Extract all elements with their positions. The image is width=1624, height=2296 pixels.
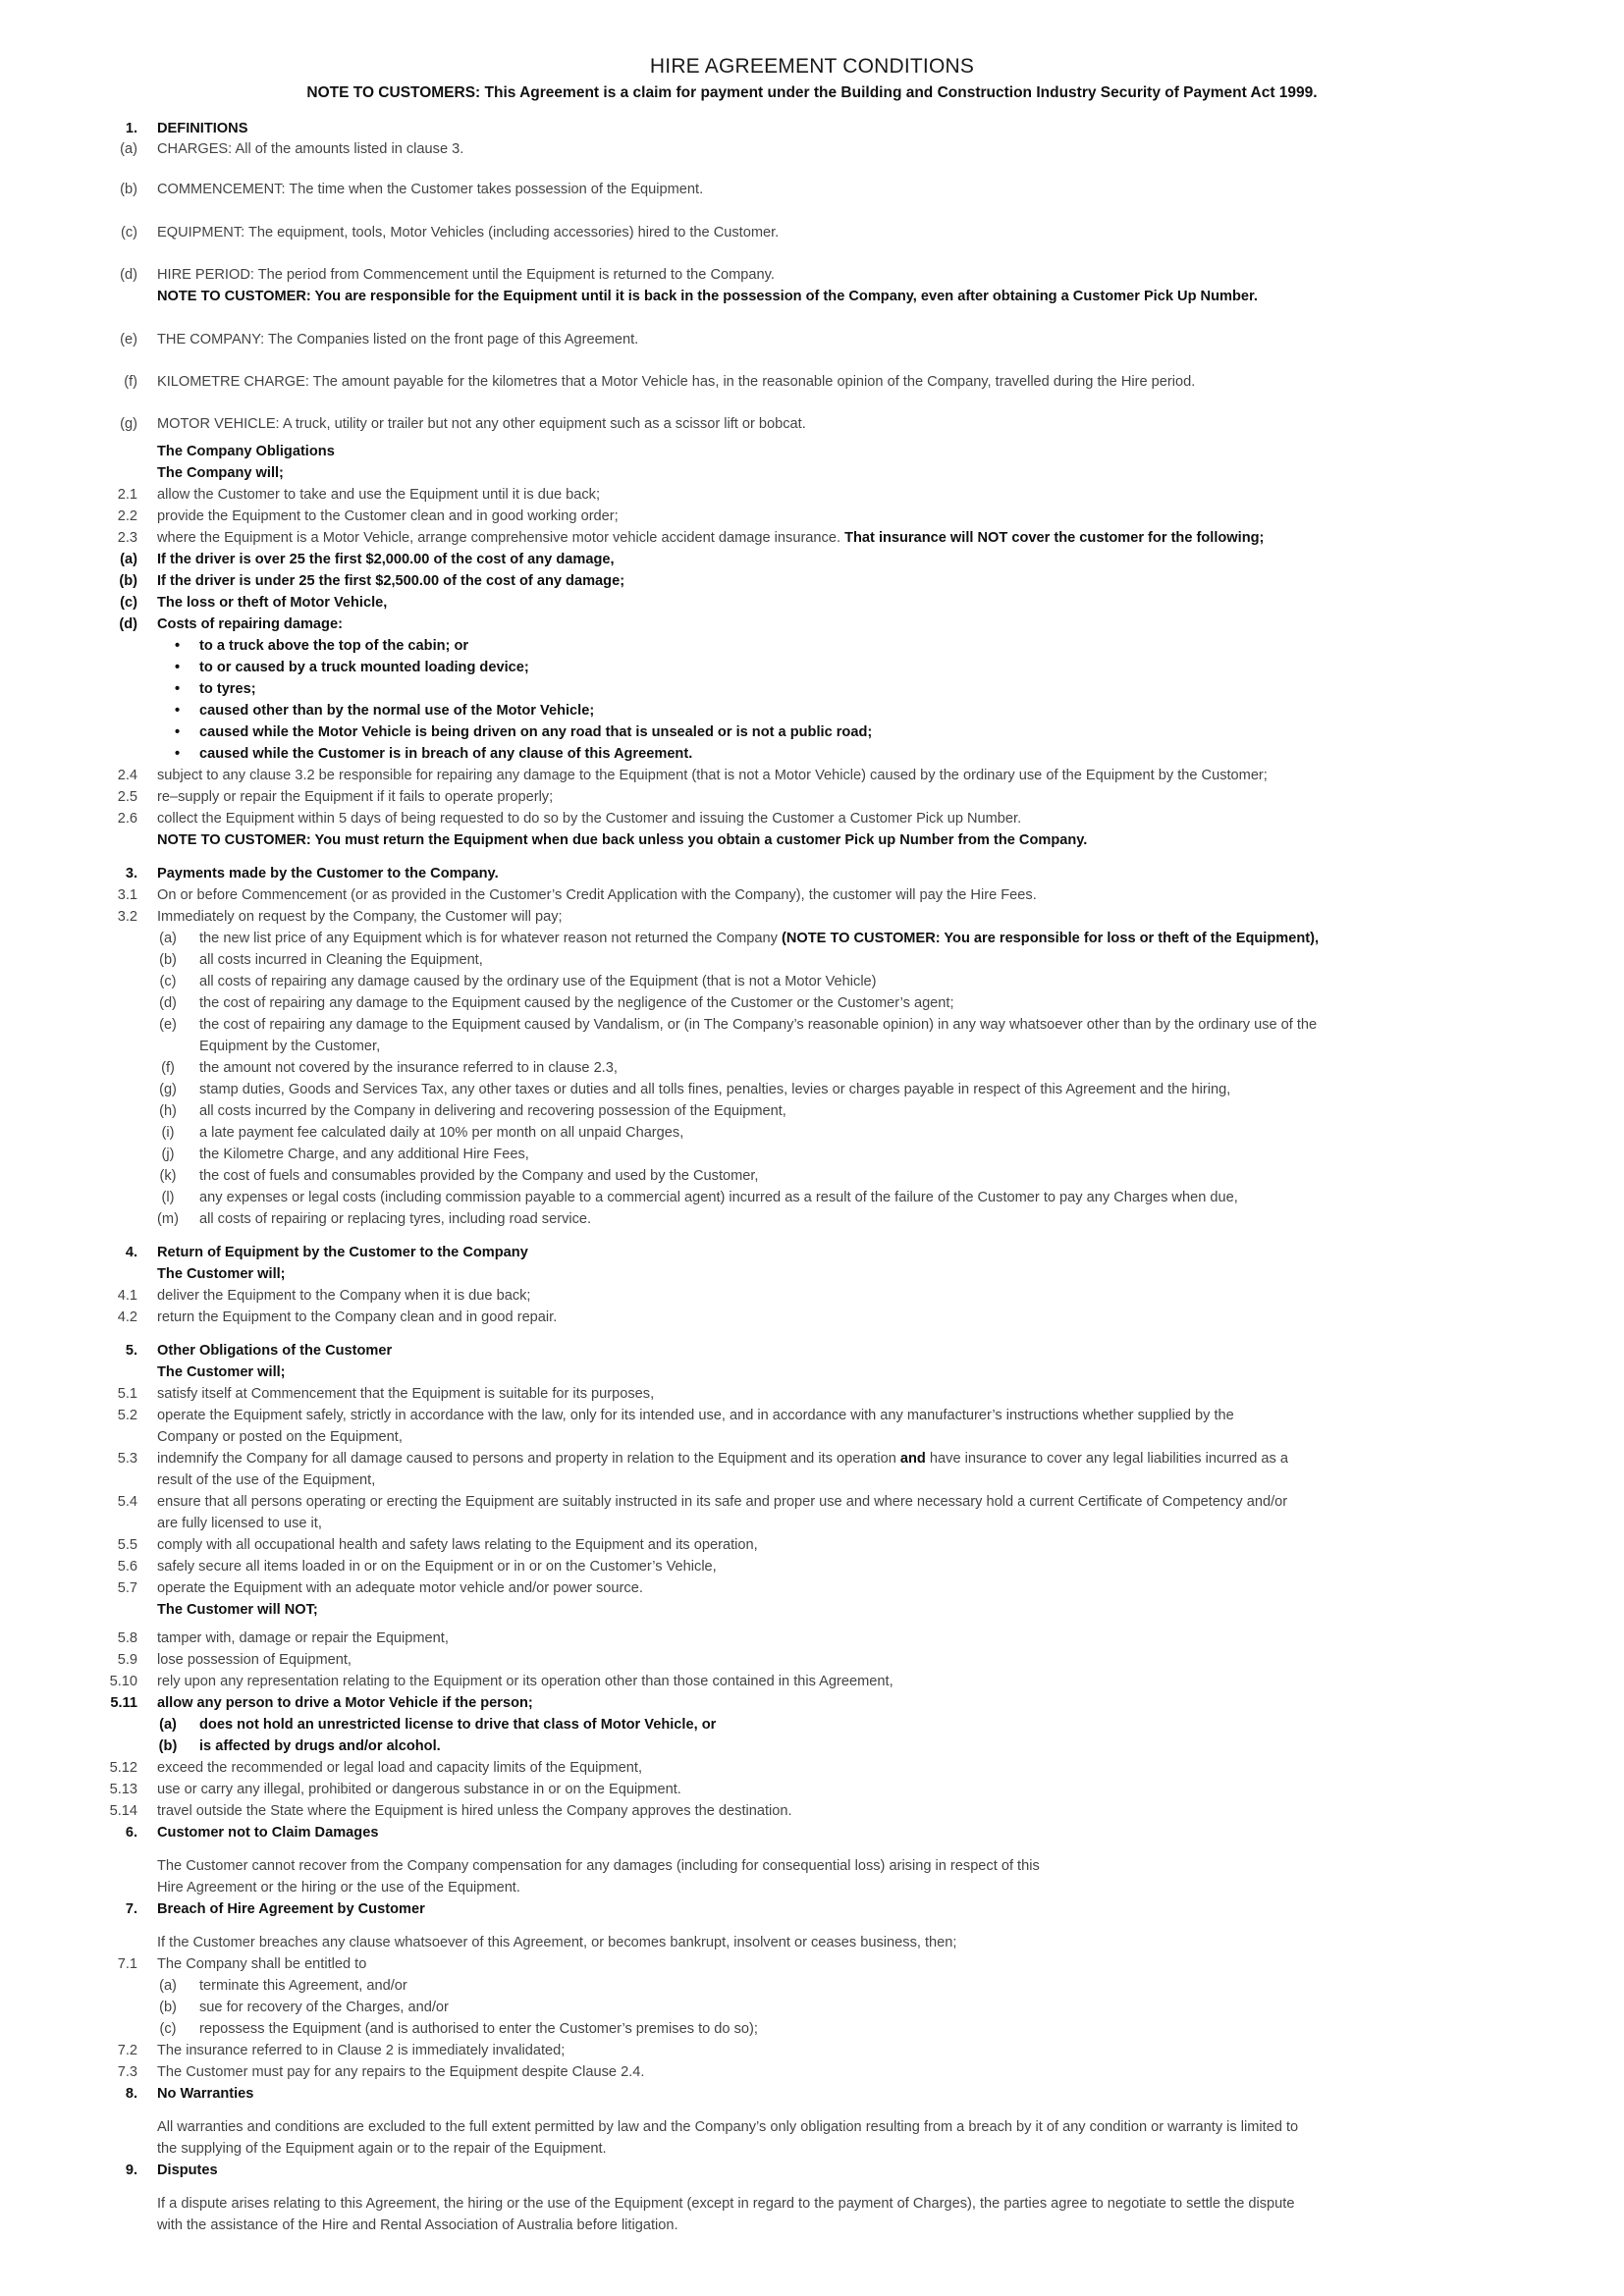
bullet-text: caused while the Customer is in breach of any clause of this Agreement. (199, 746, 693, 762)
clause-number: (g) (120, 416, 137, 432)
clause-heading: Payments made by the Customer to the Company. (157, 866, 499, 881)
clause-number: (f) (124, 374, 137, 390)
subclause-text: all costs of repairing or replacing tyres, including road service. (199, 1211, 592, 1227)
clause-text: KILOMETRE CHARGE: The amount payable for the kilometres that a Motor Vehicle has, in the reasonable opinion of the Company, travelled during the Hire period. (157, 374, 1196, 390)
subclause-number: (a) (159, 931, 177, 946)
clause-text: return the Equipment to the Company clean and in good repair. (157, 1309, 558, 1325)
subclause-number: (a) (159, 1978, 177, 1994)
clause-text: the supplying of the Equipment again or to the repair of the Equipment. (157, 2141, 607, 2157)
clause-text-bold: Costs of repairing damage: (157, 616, 343, 632)
clause-number: 5.7 (117, 1580, 137, 1596)
clause-number: (a) (120, 141, 137, 157)
clause-heading: Return of Equipment by the Customer to the Company (157, 1245, 528, 1260)
clause-number: 3.1 (117, 887, 137, 903)
subclause-text: the amount not covered by the insurance referred to in clause 2.3, (199, 1060, 618, 1076)
clause-number: 5.13 (109, 1782, 137, 1797)
clause-heading: Customer not to Claim Damages (157, 1825, 379, 1841)
clause-number: 7.3 (117, 2064, 137, 2080)
subclause-number: (h) (159, 1103, 177, 1119)
clause-number: (c) (120, 595, 137, 611)
clause-text: allow the Customer to take and use the Equipment until it is due back; (157, 487, 601, 503)
clause-text: comply with all occupational health and safety laws relating to the Equipment and its operation, (157, 1537, 758, 1553)
clause-number: 9. (125, 2163, 137, 2178)
bullet-text: caused while the Motor Vehicle is being driven on any road that is unsealed or is not a public road; (199, 724, 873, 740)
clause-number: 7.1 (117, 1956, 137, 1972)
subclause-text-bold: does not hold an unrestricted license to drive that class of Motor Vehicle, or (199, 1717, 717, 1733)
clause-heading: Breach of Hire Agreement by Customer (157, 1901, 425, 1917)
clause-text: EQUIPMENT: The equipment, tools, Motor Vehicles (including accessories) hired to the Customer. (157, 225, 780, 240)
clause-heading: Disputes (157, 2163, 218, 2178)
clause-number: (b) (119, 573, 137, 589)
clause-text: tamper with, damage or repair the Equipment, (157, 1630, 449, 1646)
clause-number: 2.4 (117, 768, 137, 783)
bullet-icon: • (175, 703, 181, 719)
document-subtitle: NOTE TO CUSTOMERS: This Agreement is a claim for payment under the Building and Construction Industry Security of Payment Act 1999. (306, 84, 1318, 101)
subclause-text: a late payment fee calculated daily at 10% per month on all unpaid Charges, (199, 1125, 684, 1141)
clause-text: operate the Equipment safely, strictly in accordance with the law, only for its intended use, and in accordance with any manufacturer’s instructions whether supplied by the (157, 1408, 1234, 1423)
clause-number: 5.5 (117, 1537, 137, 1553)
clause-number: 7. (125, 1901, 137, 1917)
clause-text: indemnify the Company for all damage caused to persons and property in relation to the Equipment and its operation (157, 1451, 900, 1467)
clause-text: with the assistance of the Hire and Rental Association of Australia before litigation. (157, 2217, 678, 2233)
clause-number: 5.8 (117, 1630, 137, 1646)
subclause-text: the Kilometre Charge, and any additional Hire Fees, (199, 1147, 529, 1162)
subclause-number: (a) (159, 1717, 177, 1733)
clause-number: 4.2 (117, 1309, 137, 1325)
bullet-text: to tyres; (199, 681, 256, 697)
clause-text: are fully licensed to use it, (157, 1516, 322, 1531)
clause-text: All warranties and conditions are excluded to the full extent permitted by law and the Company’s only obligation resulting from a breach by it of any condition or warranty is limited to (157, 2119, 1299, 2135)
subclause-number: (g) (159, 1082, 177, 1097)
subclause-text: the cost of fuels and consumables provided by the Company and used by the Customer, (199, 1168, 759, 1184)
clause-number: 2.5 (117, 789, 137, 805)
subclause-text-bold: is affected by drugs and/or alcohol. (199, 1738, 441, 1754)
clause-number: 2.6 (117, 811, 137, 827)
clause-number: (d) (120, 267, 137, 283)
clause-text: Immediately on request by the Company, the Customer will pay; (157, 909, 563, 925)
subclause-text: sue for recovery of the Charges, and/or (199, 2000, 449, 2015)
clause-text: Hire Agreement or the hiring or the use of the Equipment. (157, 1880, 520, 1896)
subclause-number: (d) (159, 995, 177, 1011)
clause-text-bold: allow any person to drive a Motor Vehicle if the person; (157, 1695, 533, 1711)
clause-text: result of the use of the Equipment, (157, 1472, 376, 1488)
subclause-text: Equipment by the Customer, (199, 1039, 381, 1054)
clause-text: ensure that all persons operating or erecting the Equipment are suitably instructed in its safe and proper use and where necessary hold a current Certificate of Competency and/or (157, 1494, 1288, 1510)
clause-text: MOTOR VEHICLE: A truck, utility or trailer but not any other equipment such as a scissor lift or bobcat. (157, 416, 806, 432)
clause-number: 7.2 (117, 2043, 137, 2058)
clause-number: (d) (119, 616, 137, 632)
subclause-number: (k) (159, 1168, 177, 1184)
subclause-text: stamp duties, Goods and Services Tax, any other taxes or duties and all tolls fines, penalties, levies or charges payable in respect of this Agreement and the hiring, (199, 1082, 1231, 1097)
clause-number: 2.3 (117, 530, 137, 546)
clause-number: 2.1 (117, 487, 137, 503)
clause-heading: The Customer will; (157, 1364, 286, 1380)
subclause-text: the cost of repairing any damage to the Equipment caused by the negligence of the Customer or the Customer’s agent; (199, 995, 954, 1011)
clause-text: lose possession of Equipment, (157, 1652, 352, 1668)
clause-text: satisfy itself at Commencement that the Equipment is suitable for its purposes, (157, 1386, 655, 1402)
bullet-text: to or caused by a truck mounted loading device; (199, 660, 529, 675)
clause-number: 2.2 (117, 508, 137, 524)
clause-number: 5.2 (117, 1408, 137, 1423)
clause-text: travel outside the State where the Equipment is hired unless the Company approves the destination. (157, 1803, 792, 1819)
clause-number: 6. (125, 1825, 137, 1841)
clause-number: 4.1 (117, 1288, 137, 1304)
clause-emphasis: and (899, 1451, 926, 1467)
customer-note: (NOTE TO CUSTOMER: You are responsible for loss or theft of the Equipment), (781, 931, 1320, 946)
clause-text: If a dispute arises relating to this Agreement, the hiring or the use of the Equipment (except in regard to the payment of Charges), the parties agree to negotiate to settle the dispute (157, 2196, 1295, 2212)
clause-heading: DEFINITIONS (157, 121, 248, 136)
subclause-number: (f) (161, 1060, 175, 1076)
subclause-text: the new list price of any Equipment which is for whatever reason not returned the Company (199, 931, 782, 946)
clause-number: 5.10 (109, 1674, 137, 1689)
bullet-text: to a truck above the top of the cabin; or (199, 638, 469, 654)
clause-text: exceed the recommended or legal load and capacity limits of the Equipment, (157, 1760, 643, 1776)
clause-number: 5.4 (117, 1494, 137, 1510)
clause-emphasis: That insurance will NOT cover the customer for the following; (844, 530, 1265, 546)
clause-text: Company or posted on the Equipment, (157, 1429, 403, 1445)
subclause-text: the cost of repairing any damage to the Equipment caused by Vandalism, or (in The Company’s reasonable opinion) in any way whatsoever other than by the ordinary use of the (199, 1017, 1318, 1033)
subclause-text: any expenses or legal costs (including commission payable to a commercial agent) incurred as a result of the failure of the Customer to pay any Charges when due, (199, 1190, 1238, 1205)
bullet-icon: • (175, 746, 181, 762)
subclause-number: (c) (159, 974, 177, 989)
clause-text: collect the Equipment within 5 days of being requested to do so by the Customer and issuing the Customer a Customer Pick up Number. (157, 811, 1022, 827)
document-title: HIRE AGREEMENT CONDITIONS (649, 55, 975, 78)
clause-number: 3. (125, 866, 137, 881)
clause-number: (e) (120, 332, 137, 347)
clause-text-tail: have insurance to cover any legal liabilities incurred as a (925, 1451, 1288, 1467)
clause-number: 5. (125, 1343, 137, 1359)
clause-number: 5.11 (110, 1695, 137, 1711)
clause-heading: Other Obligations of the Customer (157, 1343, 393, 1359)
clause-number: 4. (125, 1245, 137, 1260)
customer-note: NOTE TO CUSTOMER: You are responsible for the Equipment until it is back in the possession of the Company, even after obtaining a Customer Pick Up Number. (157, 289, 1258, 304)
clause-number: (b) (120, 182, 137, 197)
subclause-text: all costs incurred by the Company in delivering and recovering possession of the Equipment, (199, 1103, 786, 1119)
clause-heading: No Warranties (157, 2086, 254, 2102)
clause-text: If the Customer breaches any clause whatsoever of this Agreement, or becomes bankrupt, insolvent or ceases business, then; (157, 1935, 957, 1950)
clause-number: 5.3 (117, 1451, 137, 1467)
subclause-number: (m) (157, 1211, 179, 1227)
clause-text: HIRE PERIOD: The period from Commencement until the Equipment is returned to the Company. (157, 267, 775, 283)
clause-text: operate the Equipment with an adequate motor vehicle and/or power source. (157, 1580, 643, 1596)
clause-heading: The Company Obligations (157, 444, 335, 459)
clause-text: use or carry any illegal, prohibited or dangerous substance in or on the Equipment. (157, 1782, 681, 1797)
clause-text: The Customer cannot recover from the Company compensation for any damages (including for consequential loss) arising in respect of this (157, 1858, 1040, 1874)
clause-text-bold: The loss or theft of Motor Vehicle, (157, 595, 388, 611)
clause-text-bold: If the driver is under 25 the first $2,500.00 of the cost of any damage; (157, 573, 625, 589)
clause-number: 5.14 (109, 1803, 137, 1819)
clause-text: THE COMPANY: The Companies listed on the front page of this Agreement. (157, 332, 639, 347)
subclause-number: (c) (159, 2021, 177, 2037)
clause-text: where the Equipment is a Motor Vehicle, arrange comprehensive motor vehicle accident damage insurance. (157, 530, 845, 546)
clause-text-bold: If the driver is over 25 the first $2,000.00 of the cost of any damage, (157, 552, 615, 567)
clause-number: 1. (125, 121, 137, 136)
clause-text: The Company shall be entitled to (157, 1956, 367, 1972)
subclause-number: (b) (159, 952, 177, 968)
clause-text: safely secure all items loaded in or on the Equipment or in or on the Customer’s Vehicle, (157, 1559, 717, 1575)
subclause-number: (i) (161, 1125, 175, 1141)
clause-number: (c) (120, 225, 137, 240)
clause-heading: The Customer will; (157, 1266, 286, 1282)
bullet-text: caused other than by the normal use of the Motor Vehicle; (199, 703, 595, 719)
clause-text-mixed (157, 527, 1264, 549)
subclause-text: all costs incurred in Cleaning the Equipment, (199, 952, 483, 968)
clause-text: re–supply or repair the Equipment if it fails to operate properly; (157, 789, 554, 805)
bullet-icon: • (175, 660, 181, 675)
subclause-text: terminate this Agreement, and/or (199, 1978, 407, 1994)
subclause-text: repossess the Equipment (and is authorised to enter the Customer’s premises to do so); (199, 2021, 758, 2037)
subclause-number: (l) (161, 1190, 175, 1205)
clause-text: COMMENCEMENT: The time when the Customer takes possession of the Equipment. (157, 182, 704, 197)
bullet-icon: • (175, 724, 181, 740)
subclause-number: (b) (159, 2000, 177, 2015)
clause-number: 5.1 (117, 1386, 137, 1402)
clause-number: (a) (120, 552, 137, 567)
bullet-icon: • (175, 638, 181, 654)
clause-number: 5.12 (109, 1760, 137, 1776)
clause-text: deliver the Equipment to the Company when it is due back; (157, 1288, 531, 1304)
clause-text: The insurance referred to in Clause 2 is immediately invalidated; (157, 2043, 566, 2058)
subclause-text-mixed (199, 928, 1319, 949)
clause-number: 3.2 (117, 909, 137, 925)
clause-number: 5.9 (117, 1652, 137, 1668)
customer-note: NOTE TO CUSTOMER: You must return the Equipment when due back unless you obtain a customer Pick up Number from the Company. (157, 832, 1088, 848)
subclause-number: (b) (158, 1738, 178, 1754)
clause-heading: The Company will; (157, 465, 284, 481)
clause-text: provide the Equipment to the Customer clean and in good working order; (157, 508, 619, 524)
subclause-text: all costs of repairing any damage caused by the ordinary use of the Equipment (that is not a Motor Vehicle) (199, 974, 877, 989)
clause-number: 5.6 (117, 1559, 137, 1575)
clause-text: On or before Commencement (or as provided in the Customer’s Credit Application with the Company), the customer will pay the Hire Fees. (157, 887, 1037, 903)
bullet-icon: • (175, 681, 181, 697)
clause-text: subject to any clause 3.2 be responsible for repairing any damage to the Equipment (that is not a Motor Vehicle) caused by the ordinary use of the Equipment by the Customer; (157, 768, 1268, 783)
clause-text: CHARGES: All of the amounts listed in clause 3. (157, 141, 464, 157)
subclause-number: (j) (161, 1147, 175, 1162)
subclause-number: (e) (159, 1017, 177, 1033)
clause-number: 8. (125, 2086, 137, 2102)
clause-text-mixed (157, 1448, 1288, 1469)
clause-text: The Customer must pay for any repairs to the Equipment despite Clause 2.4. (157, 2064, 645, 2080)
clause-heading: The Customer will NOT; (157, 1602, 318, 1618)
clause-text: rely upon any representation relating to the Equipment or its operation other than those contained in this Agreement, (157, 1674, 893, 1689)
